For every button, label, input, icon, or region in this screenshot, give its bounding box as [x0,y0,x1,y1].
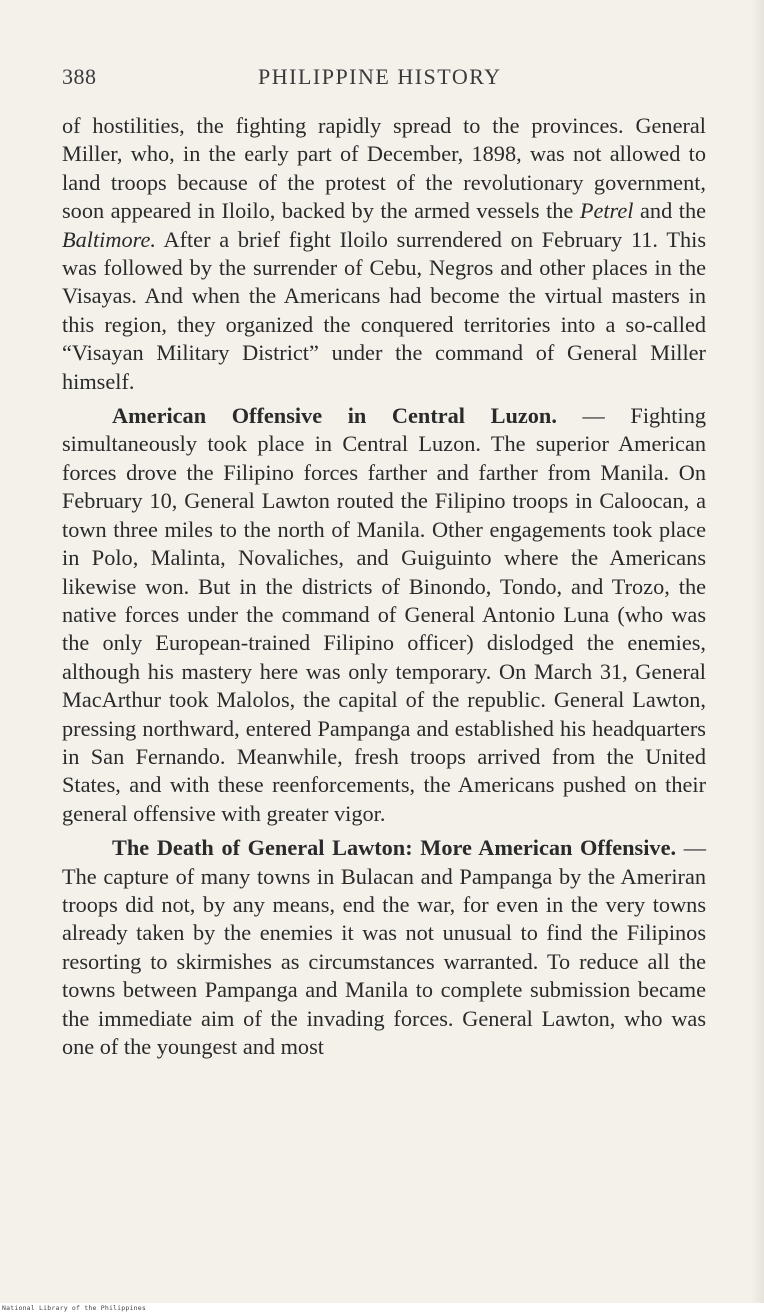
paragraph-2 [62,402,706,828]
section-heading-central-luzon: American Offensive in Central Luzon. [112,403,557,429]
running-title: PHILIPPINE HISTORY [258,64,502,89]
page-number: 388 [62,64,97,89]
paragraph-2-body: — Fighting simultaneously took place in Central Luzon. The superior American forces drove the Filipino forces farther and farther from Manila. On February 10, General Lawton routed the Filipino troops in Caloocan, a town three miles to the north of Manila. Other engagements took place in Polo, Malinta, Novaliches, and Guiguinto where the Americans likewise won. But in the districts of Binondo, Tondo, and Trozo, the native forces under the command of General Antonio Luna (who was the only European-trained Filipino officer) dislodged the enemies, although his mastery here was only temporary. On March 31, General MacArthur took Malolos, the capital of the republic. General Lawton, pressing northward, entered Pampanga and established his headquarters in San Fernando. Meanwhile, fresh troops arrived from the United States, and with these reenforcements, the Americans pushed on their general offensive with greater vigor. [62,403,706,826]
section-heading-death-of-lawton: The Death of General Lawton: More American Offensive. [112,835,677,861]
paragraph-1-text-a: of hostilities, the fighting rapidly spread to the provinces. General Miller, who, in the early part of December, 1898, was not allowed to land troops because of the protest of the revolutionary government, soon appeared in Iloilo, backed by the armed vessels the [62,113,706,224]
page-header [62,64,702,98]
library-footer-note: National Library of the Philippines [2,1304,146,1312]
paragraph-1 [62,112,706,396]
body-text [62,112,706,1061]
ship-name-baltimore: Baltimore. [62,226,156,252]
paragraph-3 [62,834,706,1061]
paragraph-1-text-b: and the [633,198,706,224]
page-edge-shadow [750,0,764,1313]
ship-name-petrel: Petrel [579,198,634,224]
paragraph-1-text-c: After a brief fight Iloilo surrendered on February 11. This was followed by the surrender of Cebu, Negros and other places in the Visayas. And when the Americans had become the virtual masters in this region, they organized the conquered territories into a so-called “Visayan Military District” under the command of General Miller himself. [62,226,706,394]
paragraph-3-body: — The capture of many towns in Bulacan and Pampanga by the Ameriran troops did not, by any means, end the war, for even in the very towns already taken by the enemies it was not unusual to find the Filipinos resorting to skirmishes as circumstances warranted. To reduce all the towns between Pampanga and Manila to complete submission became the immediate aim of the invading forces. General Lawton, who was one of the youngest and most [62,835,706,1059]
